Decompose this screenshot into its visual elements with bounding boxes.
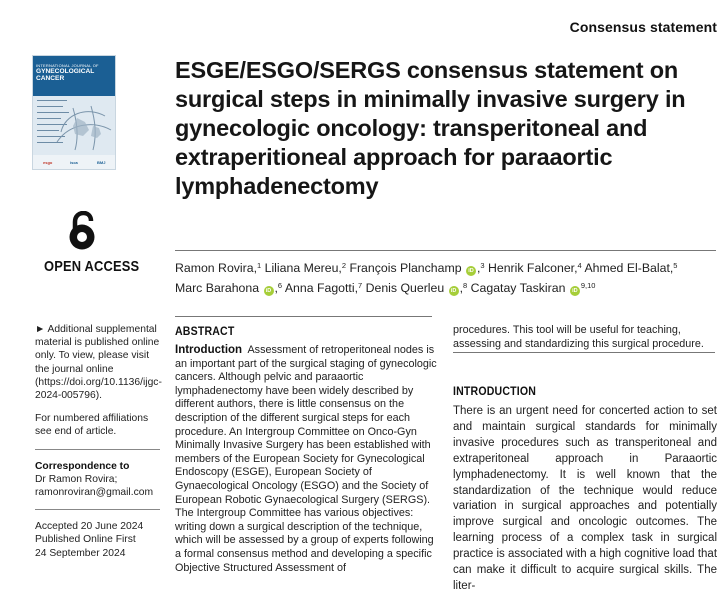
author-name[interactable]: Denis Querleu	[365, 281, 445, 295]
author-affiliation-number: 1	[257, 261, 262, 270]
section-label: Consensus statement	[569, 19, 717, 35]
author-affiliation-number: 8	[463, 281, 468, 290]
cover-logo-esgo: esgo	[43, 160, 53, 165]
author-affiliation-number: 3	[480, 261, 485, 270]
author-affiliation-number: 2	[341, 261, 347, 270]
abstract-body	[175, 344, 437, 575]
author-list: Ramon Rovira,$^1$ Liliana Mereu,$^2$ François Planchamp iD ,$^3$ Henrik Falconer,$^4$ Ahmed El-Balat,$^5$ Marc Barahona iD ,$^6$ Anna Fagotti,$^7$ Denis Querleu iD ,$^8$ Cagatay Taskiran iD$^{9,10}$	[175, 261, 678, 295]
cover-logo-bmj: BMJ	[97, 160, 106, 165]
abstract-text: Assessment of retroperitoneal nodes is an important part of the surgical staging of gynecologic cancers. Although pelvic and paraaortic lymphadenectomy have been widely described by different authors, there is little consensus on the description of the different surgical steps for each procedure. An Intergroup Committee on Onco-Gyn Minimally Invasive Surgery has been established with members of the European Society for Gynecological Endoscopy (ESGE), European Society of Gynaecological Oncology (ESGO) and the Society of European Robotic Gynaecological Surgery (SERGS). The Intergroup Committee has various objectives: writing down a surgical description of the technique, which will be assessed by a group of experts following a formal consensus method and developing a specific Objective Structured Assessment of	[175, 344, 437, 574]
cover-logos	[33, 155, 115, 169]
correspondence-name: Dr Ramon Rovira;	[35, 473, 118, 485]
correspondence-label: Correspondence to	[35, 460, 130, 472]
author-name[interactable]: Anna Fagotti,	[284, 281, 358, 295]
abstract-top-divider	[175, 316, 432, 317]
cover-logo-isca: isca	[70, 160, 78, 165]
abstract-heading: ABSTRACT	[175, 324, 235, 338]
author-name[interactable]: Ahmed El-Balat,	[584, 261, 674, 275]
affiliations-note: For numbered affiliations see end of article.	[35, 413, 149, 438]
sidebar-divider	[35, 509, 160, 510]
abstract-section-lead: Introduction	[175, 344, 243, 356]
abstract-continuation: procedures. This tool will be useful for teaching, assessing and standardizing this surgical procedure.	[453, 324, 704, 350]
author-affiliation-number: 7	[358, 281, 363, 290]
author-name[interactable]: Cagatay Taskiran	[470, 281, 566, 295]
abstract-bottom-divider	[453, 352, 715, 353]
author-name[interactable]: Ramon Rovira,	[175, 261, 258, 275]
author-name[interactable]: François Planchamp	[349, 261, 462, 275]
accepted-date: Accepted 20 June 2024	[35, 521, 144, 533]
orcid-icon[interactable]: iD	[264, 286, 274, 296]
published-label: Published Online First	[35, 534, 136, 546]
cover-globe-icon	[53, 102, 113, 152]
author-affiliation-number: 6	[277, 281, 283, 290]
introduction-body: There is an urgent need for concerted action to set and maintain surgical standards for minimally invasive procedures such as transperitoneal and extraperitoneal approach in Paraaortic lymphadenectomy. It is well known that the standardization of the technique would reduce variation in surgical approaches and potentially improve surgical and oncologic outcomes. The learning process of a complex task in surgical practice is associated with a high cognitive load that can make it difficult to acquire surgical skills. The liter-	[453, 405, 718, 592]
orcid-icon[interactable]: iD	[466, 266, 476, 276]
cover-title-band	[33, 56, 115, 96]
supplemental-note[interactable]: ► Additional supplemental material is published online only. To view, please visit the journal online (https://doi.org/10.1136/ijgc-2024-005796).	[35, 324, 162, 402]
published-date: 24 September 2024	[35, 547, 126, 559]
cover-journal-name: GYNECOLOGICAL CANCER	[36, 68, 95, 82]
title-divider	[175, 250, 716, 251]
author-name[interactable]: Henrik Falconer,	[487, 261, 578, 275]
correspondence-email[interactable]: ramonroviran@gmail.com	[35, 487, 154, 499]
article-title: ESGE/ESGO/SERGS consensus statement on surgical steps in minimally invasive surgery in gynecologic oncology: transperitoneal and extraperitioneal approach for paraaortic lymphadenectomy	[175, 57, 686, 199]
open-access-label: OPEN ACCESS	[44, 258, 140, 275]
cover-journal-sup: INTERNATIONAL JOURNAL OF	[36, 63, 99, 68]
orcid-icon[interactable]: iD	[570, 286, 580, 296]
author-affiliation-number: 5	[673, 261, 678, 270]
journal-cover-image[interactable]	[33, 56, 115, 169]
introduction-heading: INTRODUCTION	[453, 384, 537, 398]
open-lock-icon	[66, 211, 98, 251]
author-name[interactable]: Marc Barahona	[175, 281, 260, 295]
sidebar-divider	[35, 449, 160, 450]
orcid-icon[interactable]: iD	[449, 286, 459, 296]
author-affiliation-number: 4	[577, 261, 582, 270]
author-name[interactable]: Liliana Mereu,	[264, 261, 342, 275]
correspondence-block	[35, 460, 160, 500]
author-affiliation-number: 9,10	[580, 281, 596, 290]
dates-block	[35, 520, 160, 560]
article-sidebar	[35, 323, 160, 560]
